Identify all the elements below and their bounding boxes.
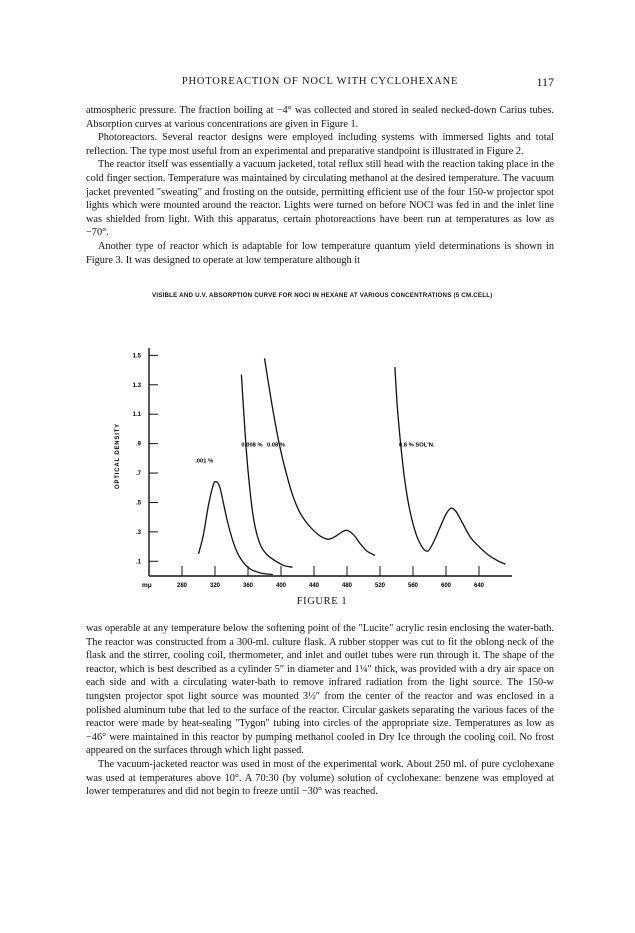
curve-label: 0.8 % SOL'N. <box>398 442 435 449</box>
x-tick-label: 640 <box>473 583 485 589</box>
x-tick-label: 280 <box>176 583 188 589</box>
y-tick-label: 1.1 <box>132 412 141 419</box>
running-head-title: PHOTOREACTION OF NOCL WITH CYCLOHEXANE <box>181 76 459 87</box>
y-tick-label: .1 <box>135 559 141 566</box>
running-head <box>86 76 554 92</box>
x-tick-label: 560 <box>407 583 419 589</box>
absorption-chart <box>112 304 532 604</box>
curve-008-percent <box>265 358 376 555</box>
curve-label: 0.08 % <box>266 442 286 449</box>
x-tick-label: 480 <box>341 583 353 589</box>
x-axis-label: mμ <box>142 582 152 589</box>
paragraph: The reactor itself was essentially a vacuum jacketed, total reflux still head with the reaction taking place in the cold finger section. Temperature was maintained by circulating methanol at the desired temperature. The vacuum jacket prevented "sweating" and frosting on the outside, permitting efficient use of the four 150-w projector spot lights which were mounted around the reactor. Lights were turned on before NOCl was fed in and the inlet line was shielded from light. With this apparatus, certain photoreactions have been run at temperatures as low as −70°. <box>86 159 554 239</box>
figure-title: VISIBLE AND U.V. ABSORPTION CURVE FOR NOCl IN HEXANE AT VARIOUS CONCENTRATIONS (5 CM.CELL) <box>152 292 493 299</box>
y-tick-label: 1.3 <box>132 382 141 389</box>
paragraph: was operable at any temperature below the softening point of the "Lucite" acrylic resin enclosing the water-bath. The reactor was constructed from a 300-ml. culture flask. A rubber stopper was cut to fit the oblong neck of the flask and the stirrer, cooling coil, thermometer, and inlet and outlet tubes were run through it. The shape of the reactor, which is best described as a cylinder 5″ in diameter and 1¼″ thick, was provided with a dry air space on each side and with a circulating water-bath to remove infrared radiation from the light source. The 150-w tungsten projector spot light source was mounted 3½″ from the center of the reactor and was enclosed in a polished aluminum tube that led to the surface of the reactor. Circular gaskets separating the various faces of the reactor were made by heat-sealing "Tygon" tubing into circles of the appropriate size. Temperatures as low as −46° were maintained in this reactor by pumping methanol cooled in Dry Ice through the cooling coil. No frost appeared on the surfaces through which light passed. <box>86 623 554 757</box>
x-tick-label: 600 <box>440 583 452 589</box>
figure-1 <box>112 292 532 608</box>
paragraph: Photoreactors. Several reactor designs were employed including systems with immersed lights and total reflection. The type most useful from an experimental and preparative standpoint is illustrated in Figure 2. <box>86 132 554 157</box>
body-text-bottom <box>86 622 554 799</box>
paragraph: Another type of reactor which is adaptable for low temperature quantum yield determinations is shown in Figure 3. It was designed to operate at low temperature although it <box>86 240 554 266</box>
x-ticks <box>177 566 485 589</box>
x-tick-label: 320 <box>209 583 221 589</box>
curve-0008-percent <box>241 375 292 568</box>
y-tick-label: .5 <box>135 500 141 507</box>
curve-label: .001 % <box>195 458 214 465</box>
body-text-top <box>86 104 554 267</box>
curve-labels <box>195 443 435 465</box>
paragraph: atmospheric pressure. The fraction boiling at −4° was collected and stored in sealed necked-down Carius tubes. Absorption curves at various concentrations are given in Figure 1. <box>86 105 554 130</box>
page-number: 117 <box>536 75 554 89</box>
figure-caption: FIGURE 1 <box>296 596 348 607</box>
x-tick-label: 360 <box>242 583 254 589</box>
paragraph: The vacuum-jacketed reactor was used in most of the experimental work. About 250 ml. of pure cyclohexane was used at temperatures above 10°. A 70:30 (by volume) solution of cyclohexane: benzene was employed at lower temperatures and did not begin to freeze until −30° was reached. <box>86 758 554 798</box>
y-tick-label: 1.5 <box>132 353 141 360</box>
y-ticks <box>133 353 158 565</box>
curve-label: 0.008 % <box>241 442 263 449</box>
x-tick-label: 520 <box>374 583 386 589</box>
curve-001-percent <box>199 482 273 575</box>
curves <box>199 358 506 574</box>
y-tick-label: .7 <box>135 471 141 478</box>
x-tick-label: 440 <box>308 583 320 589</box>
y-axis-label: OPTICAL DENSITY <box>115 423 121 489</box>
x-tick-label: 400 <box>275 583 287 589</box>
y-tick-label: .9 <box>135 441 141 448</box>
curve-08-percent <box>395 367 506 564</box>
y-tick-label: .3 <box>135 529 141 536</box>
